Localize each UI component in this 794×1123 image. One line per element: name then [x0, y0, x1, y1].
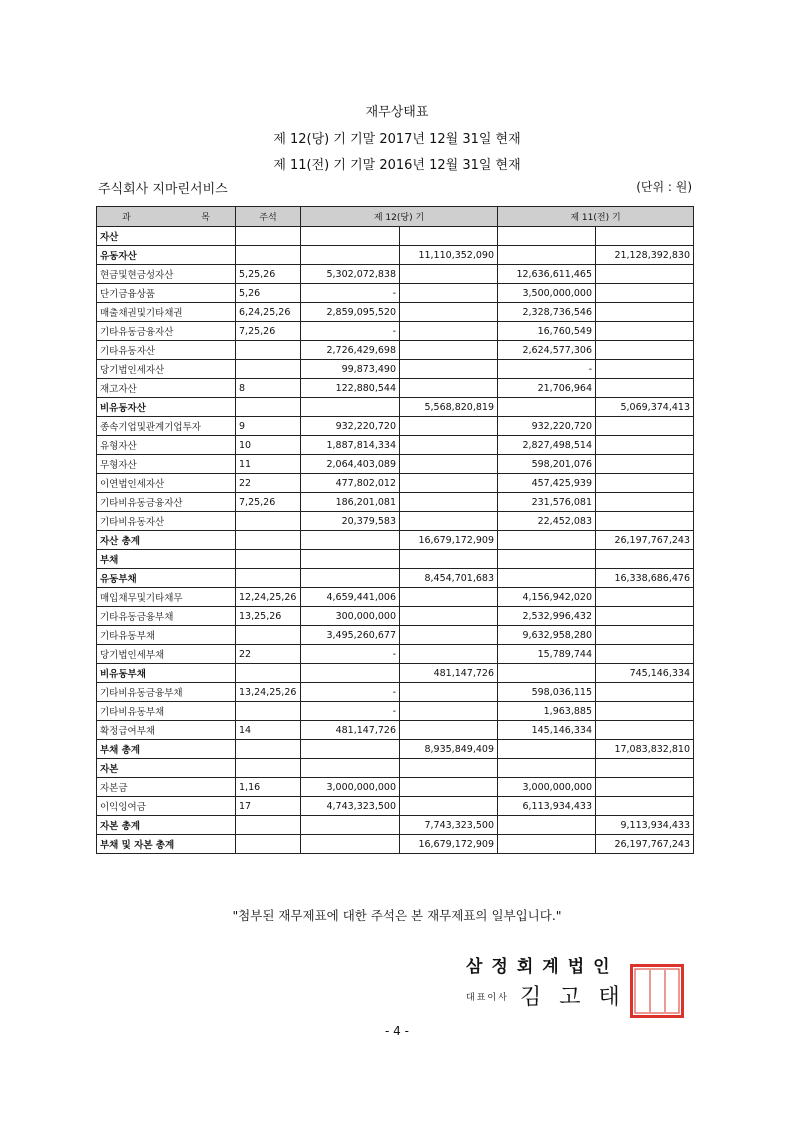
- table-row: [97, 816, 694, 835]
- current-subtotal-amount: 8,454,701,683: [400, 569, 498, 588]
- current-subtotal-amount: [400, 607, 498, 626]
- prior-detail-amount: -: [498, 360, 596, 379]
- note-ref: [236, 816, 301, 835]
- prior-detail-amount: [498, 531, 596, 550]
- current-detail-amount: 122,880,544: [301, 379, 400, 398]
- current-detail-amount: 2,064,403,089: [301, 455, 400, 474]
- prior-period: 제 11(전) 기 기말 2016년 12월 31일 현재: [273, 158, 521, 173]
- account-label: 부채 및 자본 총계: [97, 835, 236, 854]
- prior-subtotal-amount: [596, 588, 694, 607]
- account-label: 부채: [97, 550, 236, 569]
- note-ref: [236, 531, 301, 550]
- current-subtotal-amount: 16,679,172,909: [400, 531, 498, 550]
- table-row: [97, 835, 694, 854]
- account-label: 기타유동금융자산: [97, 322, 236, 341]
- table-row: [97, 797, 694, 816]
- current-detail-amount: [301, 759, 400, 778]
- prior-detail-amount: 6,113,934,433: [498, 797, 596, 816]
- current-subtotal-amount: 8,935,849,409: [400, 740, 498, 759]
- current-subtotal-amount: [400, 379, 498, 398]
- note-ref: 10: [236, 436, 301, 455]
- prior-detail-amount: [498, 246, 596, 265]
- unit-label: (단위 : 원): [636, 180, 692, 194]
- company-name: 주식회사 지마린서비스: [98, 182, 228, 197]
- current-subtotal-amount: [400, 474, 498, 493]
- table-row: [97, 740, 694, 759]
- note-ref: [236, 550, 301, 569]
- note-ref: 9: [236, 417, 301, 436]
- table-row: [97, 664, 694, 683]
- header-prior-period: 제 11(전) 기: [498, 207, 694, 227]
- current-detail-amount: 99,873,490: [301, 360, 400, 379]
- table-row: [97, 550, 694, 569]
- account-label: 기타유동금융부채: [97, 607, 236, 626]
- audit-firm-name: 삼정회계법인: [466, 957, 619, 977]
- prior-subtotal-amount: [596, 227, 694, 246]
- account-label: 재고자산: [97, 379, 236, 398]
- note-ref: 22: [236, 645, 301, 664]
- current-detail-amount: [301, 569, 400, 588]
- current-subtotal-amount: [400, 493, 498, 512]
- prior-subtotal-amount: [596, 797, 694, 816]
- prior-subtotal-amount: [596, 626, 694, 645]
- company-seal-icon: [630, 964, 684, 1018]
- prior-detail-amount: 22,452,083: [498, 512, 596, 531]
- current-detail-amount: [301, 227, 400, 246]
- note-ref: 5,26: [236, 284, 301, 303]
- table-row: [97, 531, 694, 550]
- note-ref: [236, 626, 301, 645]
- note-ref: [236, 740, 301, 759]
- note-ref: 14: [236, 721, 301, 740]
- prior-subtotal-amount: [596, 436, 694, 455]
- prior-subtotal-amount: [596, 322, 694, 341]
- current-subtotal-amount: [400, 303, 498, 322]
- current-detail-amount: 20,379,583: [301, 512, 400, 531]
- note-ref: 11: [236, 455, 301, 474]
- prior-detail-amount: 231,576,081: [498, 493, 596, 512]
- current-subtotal-amount: [400, 588, 498, 607]
- prior-subtotal-amount: 9,113,934,433: [596, 816, 694, 835]
- current-detail-amount: -: [301, 284, 400, 303]
- prior-subtotal-amount: 17,083,832,810: [596, 740, 694, 759]
- prior-detail-amount: 9,632,958,280: [498, 626, 596, 645]
- table-row: [97, 455, 694, 474]
- current-detail-amount: 1,887,814,334: [301, 436, 400, 455]
- account-label: 이연법인세자산: [97, 474, 236, 493]
- table-row: [97, 474, 694, 493]
- prior-subtotal-amount: [596, 512, 694, 531]
- account-label: 단기금융상품: [97, 284, 236, 303]
- current-subtotal-amount: 11,110,352,090: [400, 246, 498, 265]
- ceo-title: 대표이사: [466, 993, 509, 1003]
- note-ref: [236, 759, 301, 778]
- statement-title: 재무상태표: [365, 105, 429, 120]
- prior-detail-amount: 15,789,744: [498, 645, 596, 664]
- account-label: 현금및현금성자산: [97, 265, 236, 284]
- prior-subtotal-amount: [596, 645, 694, 664]
- prior-detail-amount: 2,532,996,432: [498, 607, 596, 626]
- account-label: 당기법인세부채: [97, 645, 236, 664]
- current-subtotal-amount: [400, 778, 498, 797]
- prior-detail-amount: 598,201,076: [498, 455, 596, 474]
- current-subtotal-amount: [400, 341, 498, 360]
- prior-subtotal-amount: [596, 417, 694, 436]
- prior-subtotal-amount: [596, 702, 694, 721]
- table-header-row: [97, 207, 694, 227]
- prior-subtotal-amount: [596, 683, 694, 702]
- prior-subtotal-amount: [596, 379, 694, 398]
- note-ref: [236, 569, 301, 588]
- account-label: 자산: [97, 227, 236, 246]
- prior-detail-amount: [498, 759, 596, 778]
- current-subtotal-amount: [400, 322, 498, 341]
- current-detail-amount: [301, 740, 400, 759]
- prior-detail-amount: 4,156,942,020: [498, 588, 596, 607]
- table-row: [97, 702, 694, 721]
- prior-detail-amount: 3,500,000,000: [498, 284, 596, 303]
- account-label: 매출채권및기타채권: [97, 303, 236, 322]
- prior-detail-amount: [498, 664, 596, 683]
- current-detail-amount: [301, 531, 400, 550]
- note-ref: 1,16: [236, 778, 301, 797]
- current-detail-amount: -: [301, 322, 400, 341]
- header-subject: 과 목: [97, 207, 236, 227]
- account-label: 유동부채: [97, 569, 236, 588]
- note-ref: [236, 835, 301, 854]
- note-ref: [236, 664, 301, 683]
- current-detail-amount: [301, 550, 400, 569]
- table-row: [97, 246, 694, 265]
- prior-detail-amount: 3,000,000,000: [498, 778, 596, 797]
- current-subtotal-amount: [400, 436, 498, 455]
- current-subtotal-amount: [400, 227, 498, 246]
- prior-detail-amount: 1,963,885: [498, 702, 596, 721]
- account-label: 이익잉여금: [97, 797, 236, 816]
- current-subtotal-amount: [400, 455, 498, 474]
- current-subtotal-amount: [400, 360, 498, 379]
- table-row: [97, 322, 694, 341]
- current-subtotal-amount: [400, 645, 498, 664]
- current-detail-amount: -: [301, 683, 400, 702]
- table-row: [97, 721, 694, 740]
- table-row: [97, 379, 694, 398]
- account-label: 기타비유동금융자산: [97, 493, 236, 512]
- prior-detail-amount: 145,146,334: [498, 721, 596, 740]
- table-row: [97, 683, 694, 702]
- table-row: [97, 759, 694, 778]
- current-subtotal-amount: 7,743,323,500: [400, 816, 498, 835]
- current-detail-amount: 3,000,000,000: [301, 778, 400, 797]
- prior-detail-amount: [498, 740, 596, 759]
- current-subtotal-amount: [400, 417, 498, 436]
- header-current-period: 제 12(당) 기: [301, 207, 498, 227]
- table-row: [97, 569, 694, 588]
- current-detail-amount: 2,726,429,698: [301, 341, 400, 360]
- note-ref: [236, 227, 301, 246]
- prior-detail-amount: 16,760,549: [498, 322, 596, 341]
- prior-detail-amount: 2,624,577,306: [498, 341, 596, 360]
- current-subtotal-amount: 481,147,726: [400, 664, 498, 683]
- table-row: [97, 303, 694, 322]
- note-ref: 22: [236, 474, 301, 493]
- account-label: 기타유동부채: [97, 626, 236, 645]
- table-row: [97, 512, 694, 531]
- table-row: [97, 588, 694, 607]
- current-detail-amount: [301, 664, 400, 683]
- table-row: [97, 227, 694, 246]
- current-detail-amount: [301, 246, 400, 265]
- table-row: [97, 360, 694, 379]
- ceo-name: 김고태: [520, 985, 638, 1010]
- current-subtotal-amount: 16,679,172,909: [400, 835, 498, 854]
- account-label: 비유동자산: [97, 398, 236, 417]
- account-label: 기타비유동부채: [97, 702, 236, 721]
- account-label: 유동자산: [97, 246, 236, 265]
- account-label: 종속기업및관계기업투자: [97, 417, 236, 436]
- prior-subtotal-amount: [596, 493, 694, 512]
- prior-subtotal-amount: [596, 284, 694, 303]
- table-row: [97, 607, 694, 626]
- footnote: "첨부된 재무제표에 대한 주석은 본 재무제표의 일부입니다.": [232, 908, 562, 923]
- prior-subtotal-amount: 16,338,686,476: [596, 569, 694, 588]
- prior-detail-amount: 21,706,964: [498, 379, 596, 398]
- account-label: 자산 총계: [97, 531, 236, 550]
- current-detail-amount: 3,495,260,677: [301, 626, 400, 645]
- prior-subtotal-amount: 5,069,374,413: [596, 398, 694, 417]
- account-label: 확정급여부채: [97, 721, 236, 740]
- note-ref: [236, 360, 301, 379]
- note-ref: 12,24,25,26: [236, 588, 301, 607]
- table-row: [97, 398, 694, 417]
- note-ref: 5,25,26: [236, 265, 301, 284]
- current-detail-amount: 2,859,095,520: [301, 303, 400, 322]
- account-label: 기타비유동금융부채: [97, 683, 236, 702]
- current-subtotal-amount: [400, 550, 498, 569]
- current-detail-amount: 4,659,441,006: [301, 588, 400, 607]
- account-label: 자본 총계: [97, 816, 236, 835]
- page-number: - 4 -: [385, 1024, 409, 1038]
- current-detail-amount: 5,302,072,838: [301, 265, 400, 284]
- current-subtotal-amount: [400, 759, 498, 778]
- note-ref: 6,24,25,26: [236, 303, 301, 322]
- note-ref: 13,25,26: [236, 607, 301, 626]
- table-row: [97, 417, 694, 436]
- current-detail-amount: 4,743,323,500: [301, 797, 400, 816]
- prior-subtotal-amount: [596, 778, 694, 797]
- current-subtotal-amount: [400, 683, 498, 702]
- table-row: [97, 493, 694, 512]
- prior-detail-amount: 2,328,736,546: [498, 303, 596, 322]
- prior-subtotal-amount: [596, 265, 694, 284]
- prior-subtotal-amount: 26,197,767,243: [596, 531, 694, 550]
- prior-subtotal-amount: 745,146,334: [596, 664, 694, 683]
- balance-sheet-table: [96, 206, 694, 854]
- table-row: [97, 284, 694, 303]
- prior-subtotal-amount: [596, 474, 694, 493]
- current-detail-amount: -: [301, 702, 400, 721]
- prior-subtotal-amount: [596, 759, 694, 778]
- note-ref: [236, 398, 301, 417]
- prior-detail-amount: [498, 569, 596, 588]
- current-detail-amount: -: [301, 645, 400, 664]
- table-row: [97, 645, 694, 664]
- account-label: 자본: [97, 759, 236, 778]
- account-label: 자본금: [97, 778, 236, 797]
- current-detail-amount: [301, 398, 400, 417]
- prior-subtotal-amount: [596, 550, 694, 569]
- table-row: [97, 778, 694, 797]
- account-label: 비유동부채: [97, 664, 236, 683]
- header-note: 주석: [236, 207, 301, 227]
- prior-subtotal-amount: [596, 721, 694, 740]
- prior-detail-amount: 12,636,611,465: [498, 265, 596, 284]
- current-subtotal-amount: 5,568,820,819: [400, 398, 498, 417]
- note-ref: [236, 512, 301, 531]
- prior-subtotal-amount: [596, 455, 694, 474]
- table-row: [97, 626, 694, 645]
- prior-detail-amount: 2,827,498,514: [498, 436, 596, 455]
- account-label: 무형자산: [97, 455, 236, 474]
- prior-subtotal-amount: 21,128,392,830: [596, 246, 694, 265]
- current-subtotal-amount: [400, 626, 498, 645]
- current-subtotal-amount: [400, 512, 498, 531]
- current-subtotal-amount: [400, 265, 498, 284]
- current-detail-amount: [301, 835, 400, 854]
- account-label: 부채 총계: [97, 740, 236, 759]
- prior-detail-amount: [498, 398, 596, 417]
- current-subtotal-amount: [400, 702, 498, 721]
- account-label: 매입채무및기타채무: [97, 588, 236, 607]
- prior-subtotal-amount: [596, 341, 694, 360]
- note-ref: [236, 246, 301, 265]
- prior-detail-amount: [498, 550, 596, 569]
- current-subtotal-amount: [400, 284, 498, 303]
- table-row: [97, 265, 694, 284]
- current-detail-amount: [301, 816, 400, 835]
- prior-subtotal-amount: 26,197,767,243: [596, 835, 694, 854]
- current-subtotal-amount: [400, 797, 498, 816]
- prior-subtotal-amount: [596, 607, 694, 626]
- table-row: [97, 341, 694, 360]
- prior-detail-amount: [498, 835, 596, 854]
- current-detail-amount: 186,201,081: [301, 493, 400, 512]
- current-detail-amount: 300,000,000: [301, 607, 400, 626]
- prior-detail-amount: 598,036,115: [498, 683, 596, 702]
- prior-detail-amount: 457,425,939: [498, 474, 596, 493]
- note-ref: 7,25,26: [236, 322, 301, 341]
- prior-detail-amount: 932,220,720: [498, 417, 596, 436]
- note-ref: 17: [236, 797, 301, 816]
- note-ref: [236, 341, 301, 360]
- note-ref: 13,24,25,26: [236, 683, 301, 702]
- table-row: [97, 436, 694, 455]
- account-label: 당기법인세자산: [97, 360, 236, 379]
- current-detail-amount: 481,147,726: [301, 721, 400, 740]
- note-ref: 8: [236, 379, 301, 398]
- prior-detail-amount: [498, 816, 596, 835]
- note-ref: 7,25,26: [236, 493, 301, 512]
- account-label: 기타유동자산: [97, 341, 236, 360]
- current-subtotal-amount: [400, 721, 498, 740]
- current-detail-amount: 932,220,720: [301, 417, 400, 436]
- account-label: 기타비유동자산: [97, 512, 236, 531]
- current-detail-amount: 477,802,012: [301, 474, 400, 493]
- current-period: 제 12(당) 기 기말 2017년 12월 31일 현재: [273, 132, 521, 147]
- prior-subtotal-amount: [596, 303, 694, 322]
- note-ref: [236, 702, 301, 721]
- prior-detail-amount: [498, 227, 596, 246]
- account-label: 유형자산: [97, 436, 236, 455]
- prior-subtotal-amount: [596, 360, 694, 379]
